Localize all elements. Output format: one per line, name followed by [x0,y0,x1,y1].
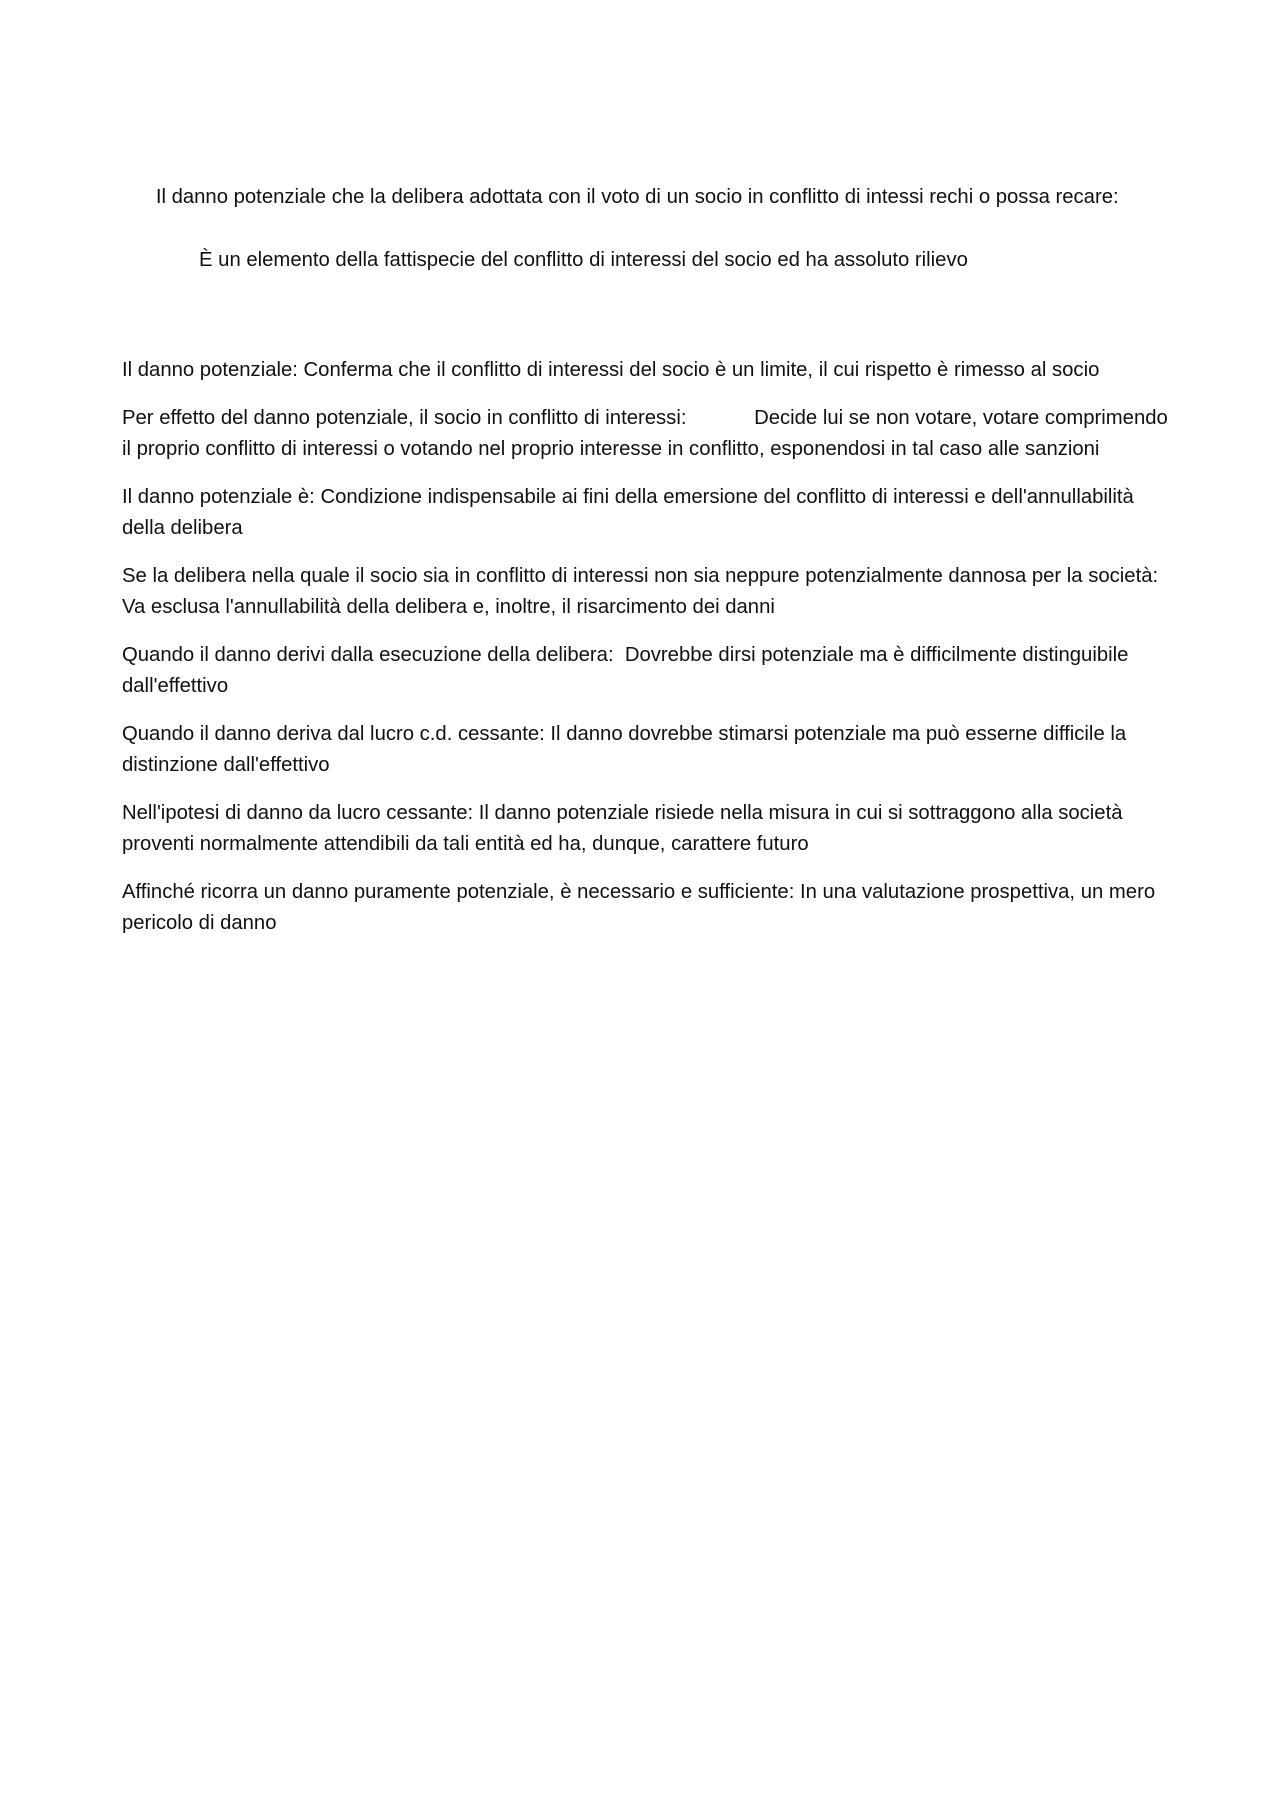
document-body [122,150,1232,956]
paragraph-4: Il danno potenziale è: Condizione indispensabile ai fini della emersione del conflitto di interessi e dell'annullabilità della delibera [122,485,1140,539]
paragraph-9: Affinché ricorra un danno puramente potenziale, è necessario e sufficiente: In una valutazione prospettiva, un mero pericolo di danno [122,880,1161,934]
paragraph-1-answer: È un elemento della fattispecie del conflitto di interessi del socio ed ha assoluto rilievo [199,248,968,271]
paragraph-8: Nell'ipotesi di danno da lucro cessante: Il danno potenziale risiede nella misura in cui si sottraggono alla società proventi normalmente attendibili da tali entità ed ha, dunque, carattere futuro [122,801,1129,855]
paragraph-5: Se la delibera nella quale il socio sia in conflitto di interessi non sia neppure potenzialmente dannosa per la società: Va esclusa l'annullabilità della delibera e, inoltre, il risarcimento dei danni [122,564,1232,618]
paragraph-1 [122,150,1172,339]
paragraph-3: Per effetto del danno potenziale, il socio in conflitto di interessi: Decide lui se non votare, votare comprimendo il proprio conflitto di interessi o votando nel proprio interesse in conflitto, esponendosi in tal caso alle sanzioni [122,406,1174,460]
paragraph-2: Il danno potenziale: Conferma che il conflitto di interessi del socio è un limite, il cui rispetto è rimesso al socio [122,359,1100,381]
paragraph-1-question: Il danno potenziale che la delibera adottata con il voto di un socio in conflitto di intessi rechi o possa recare: [155,185,1119,208]
paragraph-6: Quando il danno derivi dalla esecuzione della delibera: Dovrebbe dirsi potenziale ma è difficilmente distinguibile dall'effettivo [122,643,1135,697]
paragraph-7: Quando il danno deriva dal lucro c.d. cessante: Il danno dovrebbe stimarsi potenziale ma può esserne difficile la distinzione dall'effettivo [122,722,1132,776]
